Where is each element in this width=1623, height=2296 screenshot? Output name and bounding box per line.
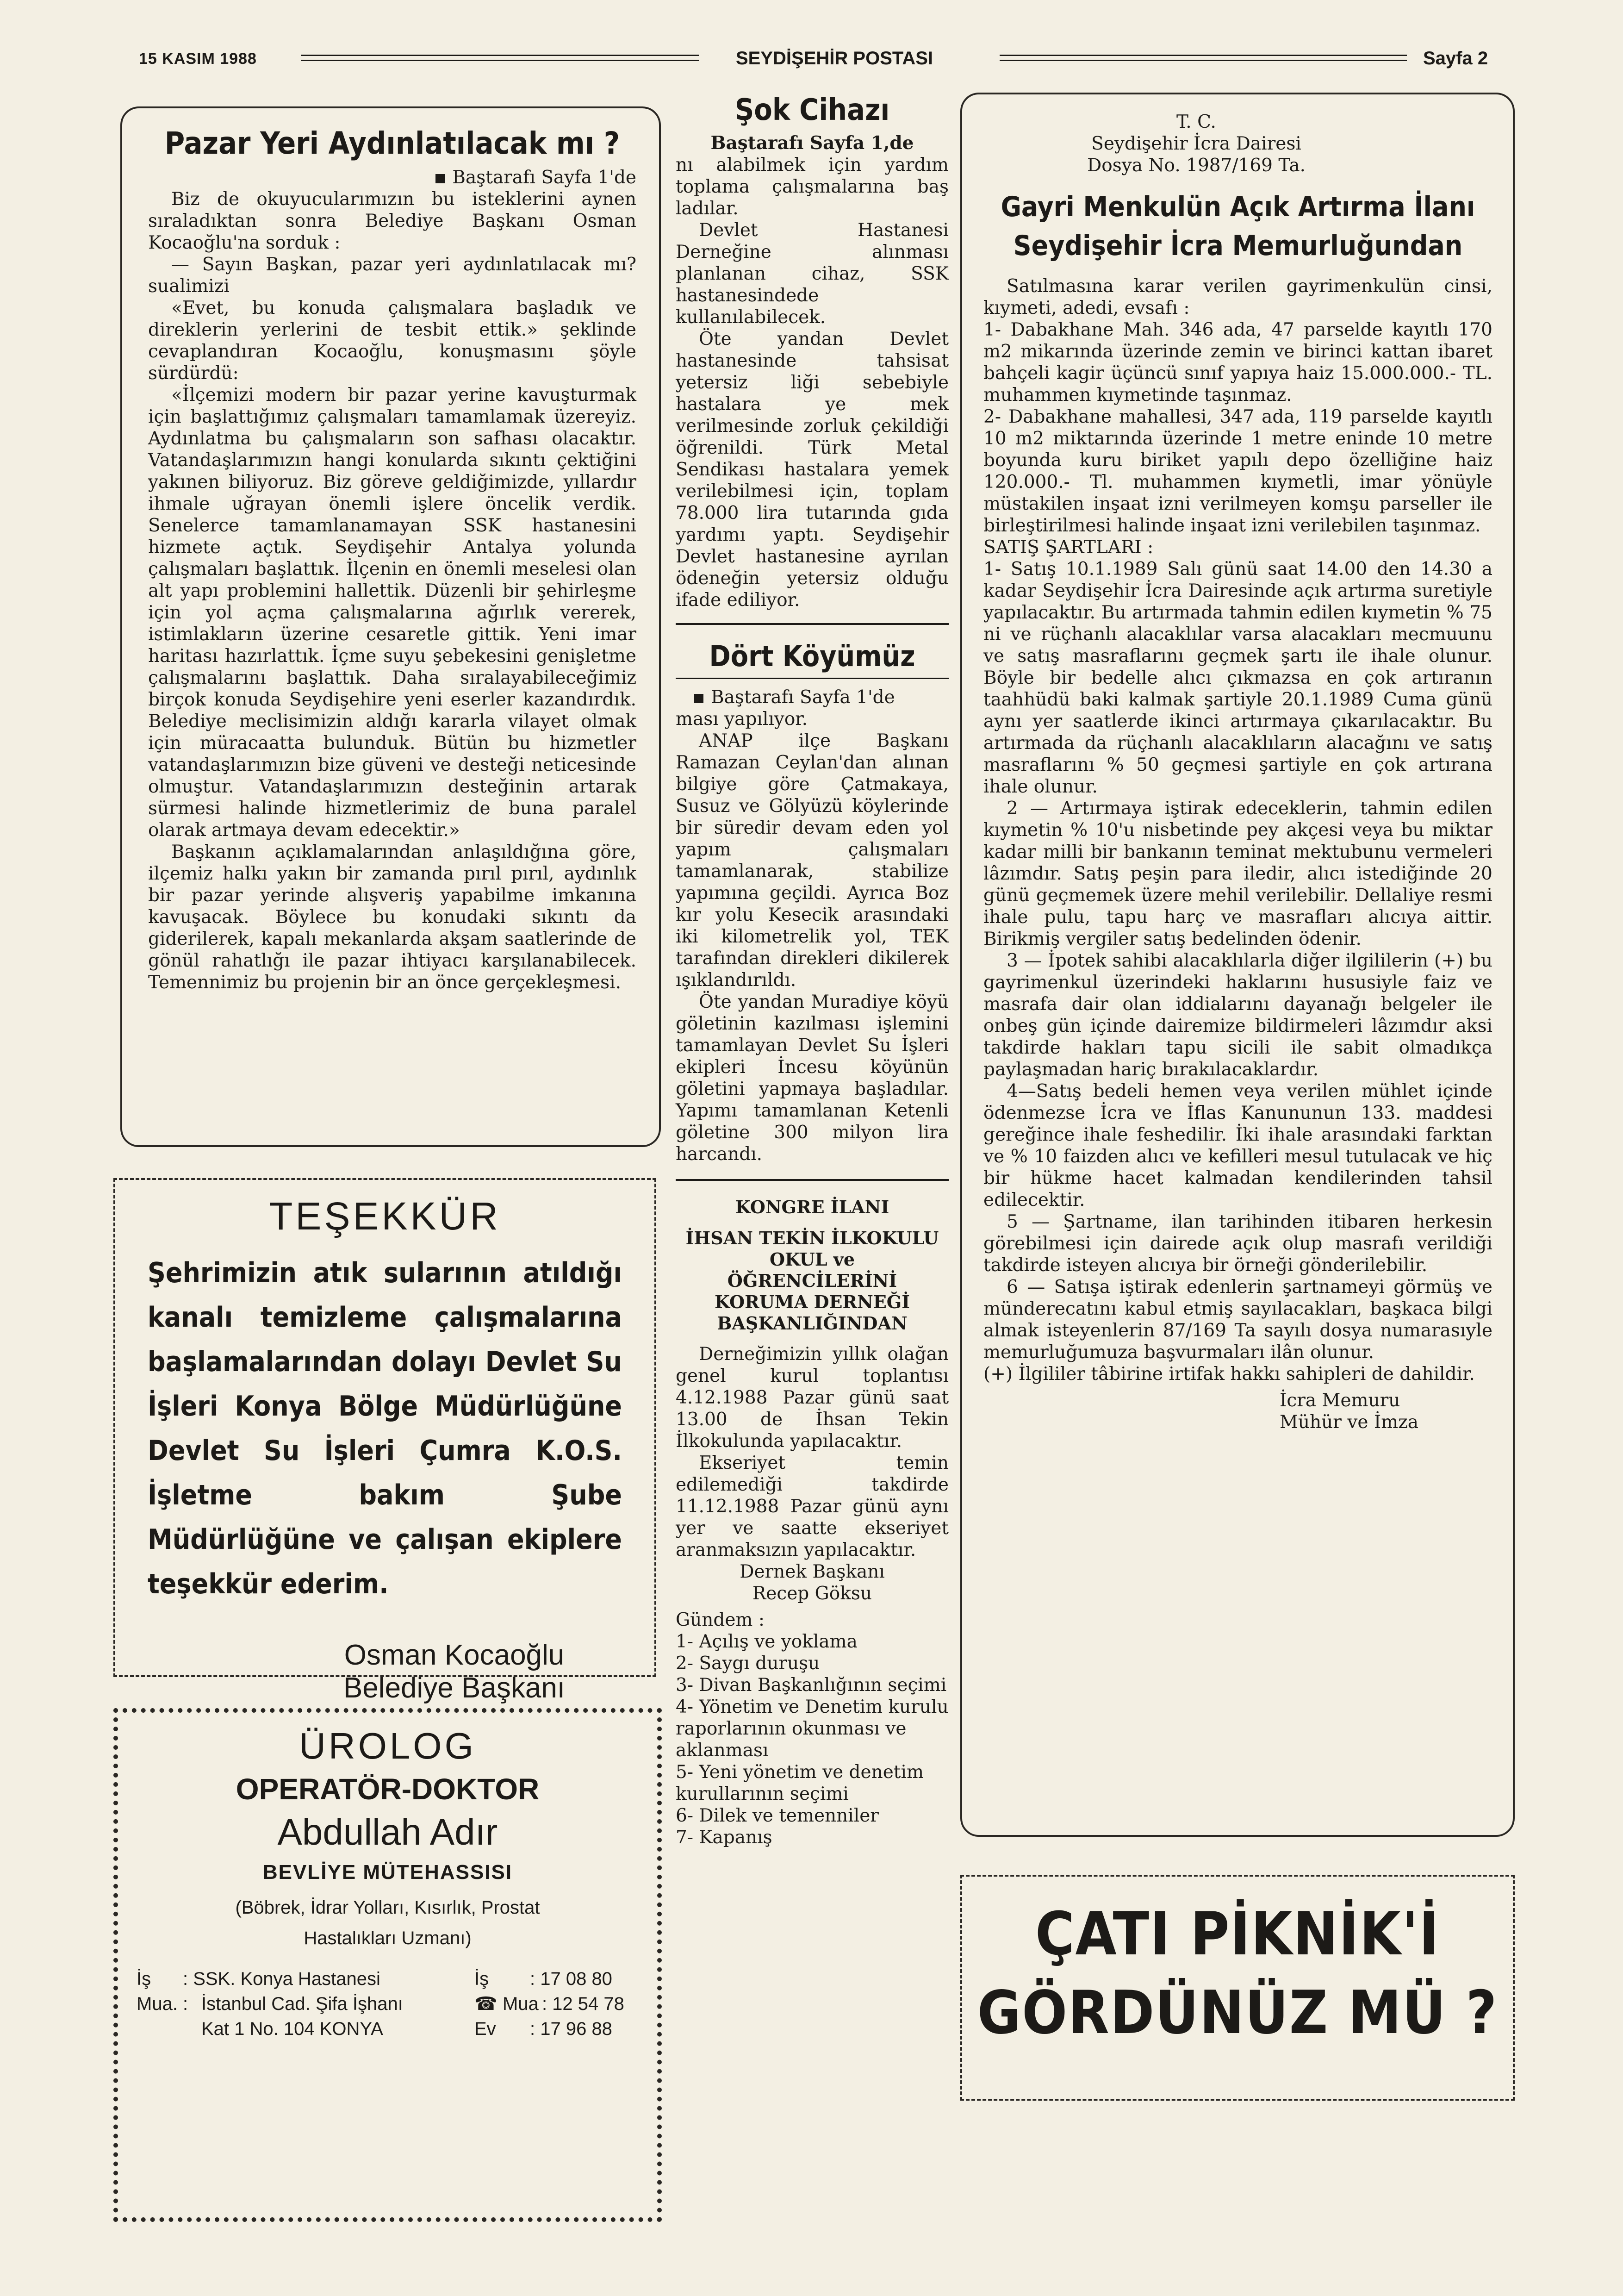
urolog-description: (Böbrek, İdrar Yolları, Kısırlık, Prostat Hastalıkları Uzmanı) [235,1897,540,1948]
icra-paragraph: 2 — Artırmaya iştirak edeceklerin, tahmin edilen kıymetin % 10'u nisbetinde pey akçesi veya bu miktar kadar milli bir bankanın teminat mektubunu vermeleri lâzımdır. Satış peşin para iledir, alıcı istediğinde 20 günü geçmemek üzere mehil verilebilir. Dellaliye resmi ihale pulu, tapu harç ve masrafları alıcıya aittir. Birikmiş vergiler satış bedelinden ödenir. [983,798,1492,949]
icra-sales-terms: SATIŞ ŞARTLARI : [983,537,1154,558]
pazar-paragraph: Biz de okuyucularımızın bu isteklerini aynen sıraladıktan sonra Belediye Başkanı Osman Kocaoğlu'na sorduk : [148,189,636,253]
kongre-body [676,1343,949,1561]
agenda-item: 7- Kapanış [676,1827,772,1848]
icra-paragraph: 2- Dabakhane mahallesi, 347 ada, 119 parselde kayıtlı 10 m2 miktarında üzerinde 1 metre eninde 10 metre boyunda kuru biriket yapılı depo özelliğine haiz 120.000.- Tl. muhammen kıymetli, imar yönüyle müstakilen inşaat izni verilmeyen komşu parseller ile birleştirilmesi halinde inşaat izni verilebilen taşınmaz. [983,406,1492,536]
agenda-item: 1- Açılış ve yoklama [676,1631,858,1652]
pazar-title: Pazar Yeri Aydınlatılacak mı ? [164,125,620,161]
cati-piknik-box [960,1875,1515,2101]
urolog-contact [137,1966,639,2045]
icra-paragraph: 5 — Şartname, ilan tarihinden itibaren herkesin görebilmesi için dairede açık olup masrafı verildiği takdirde isteyen alıcıya bir örneği gönderilebilir. [983,1211,1492,1276]
agenda-item: 2- Saygı duruşu [676,1653,820,1674]
icra-paragraph: 1- Dabakhane Mah. 346 ada, 47 parselde kayıtlı 170 m2 mikarında üzerinde zemin ve birinci kattan ibaret bahçeli kagir üçüncü sınıf yapıya haiz 15.000.000.- TL. muhammen kıymetinde taşınmaz. [983,319,1492,406]
icra-office: Seydişehir İcra Dairesi [1091,133,1301,154]
sok-title: Şok Cihazı [734,93,890,127]
sok-body [676,154,949,611]
kongre-agenda-label: Gündem : [676,1610,765,1630]
tesekkur-text: Şehrimizin atık sularının atıldığı kanalı temizleme çalışmalarına başlamalarından dolayı Devlet Su İşleri Konya Bölge Müdürlüğüne Devlet Su İşleri Çumra K.O.S. İşletme bakım Şube Müdürlüğüne ve çalışan ekiplere teşekkür ederim. [148,1257,622,1600]
urolog-title: ÜROLOG [299,1725,476,1766]
page-number: Sayfa 2 [1423,48,1488,69]
icra-paragraph: (+) İlgililer tâbirine irtifak hakkı sahipleri de dahildir. [983,1364,1475,1385]
tesekkur-title: TEŞEKKÜR [269,1194,501,1238]
dort-paragraph: ması yapılıyor. [676,709,808,730]
agenda-item: 5- Yeni yönetim ve denetim kurullarının seçimi [676,1762,924,1804]
kongre-organization: İHSAN TEKİN İLKOKULU OKUL ve ÖĞRENCİLERİNİ KORUMA DERNEĞİ BAŞKANLIĞINDAN [685,1228,939,1334]
kongre-sign-name: Recep Göksu [752,1583,872,1604]
urolog-work-label: İş [137,1969,151,1989]
pazar-article [148,125,636,993]
dort-body [676,708,949,1165]
icra-paragraph: 4—Satış bedeli hemen veya verilen mühlet içinde ödenmezse İcra ve İflas Kanununun 133. maddesi gereğince ihale feshedilir. İki ihale arasındaki farktan ve % 10 faizden alıcı ve kefilleri mesul tutulacak ve hiç bir hükme hacet kalmadan kendilerinden tahsil edilecektir. [983,1081,1492,1210]
urolog-tel-home-label: Ev [474,2019,496,2039]
pazar-paragraph: — Sayın Başkan, pazar yeri aydınlatılacak mı? sualimizi [148,254,636,297]
kongre-title: KONGRE İLANI [735,1197,889,1217]
title-underline [676,678,949,679]
kongre-paragraph: Derneğimizin yıllık olağan genel kurul toplantısı 4.12.1988 Pazar günü saat 13.00 de İhsan Tekin İlkokulunda yapılacaktır. [676,1344,949,1452]
section-divider [676,1179,949,1181]
sok-paragraph: Devlet Hastanesi Derneğine alınması planlanan cihaz, SSK hastanesindede kullanılabilecek. [676,220,949,328]
newspaper-name: SEYDİŞEHİR POSTASI [736,48,933,69]
icra-tc: T. C. [1176,112,1216,132]
tesekkur-box [113,1178,656,1704]
urolog-tel-clinic-label: Mua [502,1994,539,2014]
urolog-tel-work-label: İş [474,1969,489,1989]
urolog-tel-home: : 17 96 88 [530,2019,612,2039]
bullet-square-icon [694,694,703,703]
cati-piknik-line1: ÇATI PİKNİK'İ [1035,1900,1440,1969]
icra-sign-stamp: Mühür ve İmza [1280,1412,1419,1433]
issue-date: 15 KASIM 1988 [139,50,257,68]
urolog-clinic-label: Mua. : [137,1994,188,2014]
icra-subtitle: Seydişehir İcra Memurluğundan [1013,230,1463,262]
pazar-paragraph: Başkanın açıklamalarından anlaşıldığına göre, ilçemiz halkı yakın bir zamanda pırıl pırıl, aydınlık bir pazar yerinde alışveriş yapabilme imkanına kavuşacak. Böylece bu konudaki sıkıntı da giderilerek, kapalı mekanlarda akşam saatlerinde de gönül rahatlığı ile pazar ihtiyacı karşılanabilecek. Temennimiz bu projenin bir an önce gerçekleşmesi. [148,842,636,993]
icra-sign-title: İcra Memuru [1280,1390,1400,1411]
icra-paragraph: Satılmasına karar verilen gayrimenkulün cinsi, kıymeti, adedi, evsafı : [983,276,1492,318]
tesekkur-role: Belediye Başkanı [343,1672,566,1704]
cati-piknik-line2: GÖRDÜNÜZ MÜ ? [977,1978,1498,2047]
bullet-square-icon [435,174,445,183]
agenda-item: 3- Divan Başkanlığının seçimi [676,1675,947,1696]
header-rule-left [301,55,699,61]
urolog-clinic-floor: Kat 1 No. 104 KONYA [201,2019,383,2039]
icra-notice [983,111,1492,1433]
pazar-cont-row [148,167,636,188]
icra-file-number: Dosya No. 1987/169 Ta. [1087,155,1306,176]
icra-paragraph: 6 — Satışa iştirak edenlerin şartnameyi görmüş ve münderecatını kabul etmiş sayılacakları, başkaca bilgi almak isteyenlerin 87/169 Ta sayılı dosya numarasıyle memurluğumuza başvurmaları ilân olunur. [983,1277,1492,1363]
icra-body [983,275,1492,1385]
icra-paragraph: 3 — İpotek sahibi alacaklılarla diğer ilgililerin (+) bu gayrimenkul üzerindeki haklarını hususiyle faiz ve masrafa dair olan iddialarını dayanağı belgeler ile onbeş gün içinde dairemize bildirmeleri lâzımdır aksi takdirde hakları tapu sicili ile sabit olmadıkça paylaşmadan hariç bırakılacaklardır. [983,950,1492,1080]
section-divider [676,623,949,625]
kongre-sign-title: Dernek Başkanı [740,1561,885,1582]
urolog-name: Abdullah Adır [277,1811,498,1853]
sok-paragraph: nı alabilmek için yardım toplama çalışmalarına baş ladılar. [676,155,949,219]
dort-paragraph: Öte yandan Muradiye köyü göletinin kazılması işlemini tamamlayan Devlet Su İşleri ekipleri İncesu köyünün göletini yapmaya başladılar. Yapımı tamamlanan Ketenli göletine 300 milyon lira harcandı. [676,992,949,1165]
urolog-ad-box [113,1708,662,2222]
sok-paragraph: Öte yandan Devlet hastanesinde tahsisat yetersiz liği sebebiyle hastalara ye mek verilmesinde zorluk çekildiği öğrenildi. Türk Metal Sendikası hastalara yemek verilebilmesi için, toplam 78.000 lira tutarında gıda yardımı yaptı. Seydişehir Devlet hastanesine ayrılan ödeneğin yetersiz olduğu ifade ediliyor. [676,329,949,611]
phone-icon: ☎ [474,1994,503,2014]
header-rule-right [1000,55,1407,61]
agenda-item: 6- Dilek ve temenniler [676,1805,879,1826]
sok-continued: Baştarafı Sayfa 1,de [710,132,914,154]
urolog-work-address: : SSK. Konya Hastanesi [183,1969,380,1989]
pazar-continued: Baştarafı Sayfa 1'de [452,167,636,188]
urolog-clinic-address: İstanbul Cad. Şifa İşhanı [201,1994,403,2014]
pazar-paragraph: «Evet, bu konuda çalışmalara başladık ve direklerin yerlerini de tesbit ettik.» şeklinde cevaplandıran Kocaoğlu, konuşmasını şöyle sürdürdü: [148,298,636,384]
kongre-agenda [676,1631,949,1848]
dort-paragraph: ANAP ilçe Başkanı Ramazan Ceylan'dan alınan bilgiye göre Çatmakaya, Susuz ve Gölyüzü köylerinde bir süredir devam eden yol yapım çalışmaları tamamlanarak, stabilize yapımına geçildi. Ayrıca Boz kır yolu Kesecik arasındaki iki kilometrelik yol, TEK tarafından direkleri dikilerek ışıklandırıldı. [676,730,949,991]
agenda-item: 4- Yönetim ve Denetim kurulu raporlarının okunması ve aklanması [676,1697,949,1761]
urolog-tel-work: : 17 08 80 [530,1969,612,1989]
icra-title: Gayri Menkulün Açık Artırma İlanı [1001,191,1475,223]
pazar-paragraph: «İlçemizi modern bir pazar yerine kavuşturmak için başlattığımız çalışmaları tamamlamak üzereyiz. Aydınlatma bu çalışmaların son safhası olacaktır. Vatandaşlarımızın hangi konularda sıkıntı çektiğini yakınen biliyoruz. Biz göreve geldiğimizde, yıllardır ihmale uğrayan önemli işlere öncelik verdik. Senelerce tamamlanamayan SSK hastanesini hizmete açtık. Seydişehir Antalya yolunda çalışmaları başlattık. İlçenin en önemli meselesi olan alt yapı problemini hallettik. Düzenli bir şehirleşme için yol açma çalışmalarına ağırlık vererek, istimlakların üzerine cesaretle gittik. Yeni imar haritası hazırlattık. İçme suyu şebekesini genişletme çalışmalarını başlattık. Daha sıralayabileceğimiz birçok konuda Seydişehire yeni eserler kazandırdık. Belediye meclisimizin aldığı kararla vilayet olmak için müracaatta bulunduk. Bütün bu hizmetler vatandaşlarımızın bize güveni ve desteği neticesinde olmuştur. Vatandaşlarımızın desteğinin artarak sürmesi halinde hizmetlerimiz de buna paralel olarak artmaya devam edecektir.» [148,385,636,841]
middle-column [676,93,949,1848]
urolog-specialty: BEVLİYE MÜTEHASSISI [262,1861,513,1884]
urolog-subtitle: OPERATÖR-DOKTOR [236,1772,540,1806]
urolog-tel-clinic: : 12 54 78 [541,1994,624,2014]
dort-continued: Baştarafı Sayfa 1'de [711,687,895,708]
dort-title: Dört Köyümüz [709,639,915,673]
dort-cont-row [676,686,949,708]
icra-paragraph: 1- Satış 10.1.1989 Salı günü saat 14.00 den 14.30 a kadar Seydişehir İcra Dairesinde açık artırma suretiyle yapılacaktır. Bu artırmada tahmin edilen kıymetin % 75 ni ve rüçhanlı alacaklılar varsa alacakları mecmuunu ve satış masraflarını geçmek şartı ile ihale olunur. Böyle bir bedelle alıcı çıkmazsa en çok artıranın taahhüdü baki kalmak şartiyle 20.1.1989 Cuma günü aynı yer saatlerde ikinci artırmaya çıkarılacaktır. Bu artırmada da rüçhanlı alacaklıların alacağını ve satış masraflarını % 50 geçmesi şartiyle en çok artırana ihale olunur. [983,559,1492,797]
tesekkur-name: Osman Kocaoğlu [344,1639,565,1671]
kongre-paragraph: Ekseriyet temin edilemediği takdirde 11.12.1988 Pazar günü aynı yer ve saatte ekseriyet aranmaksızın yapılacaktır. [676,1453,949,1560]
pazar-body [148,188,636,993]
